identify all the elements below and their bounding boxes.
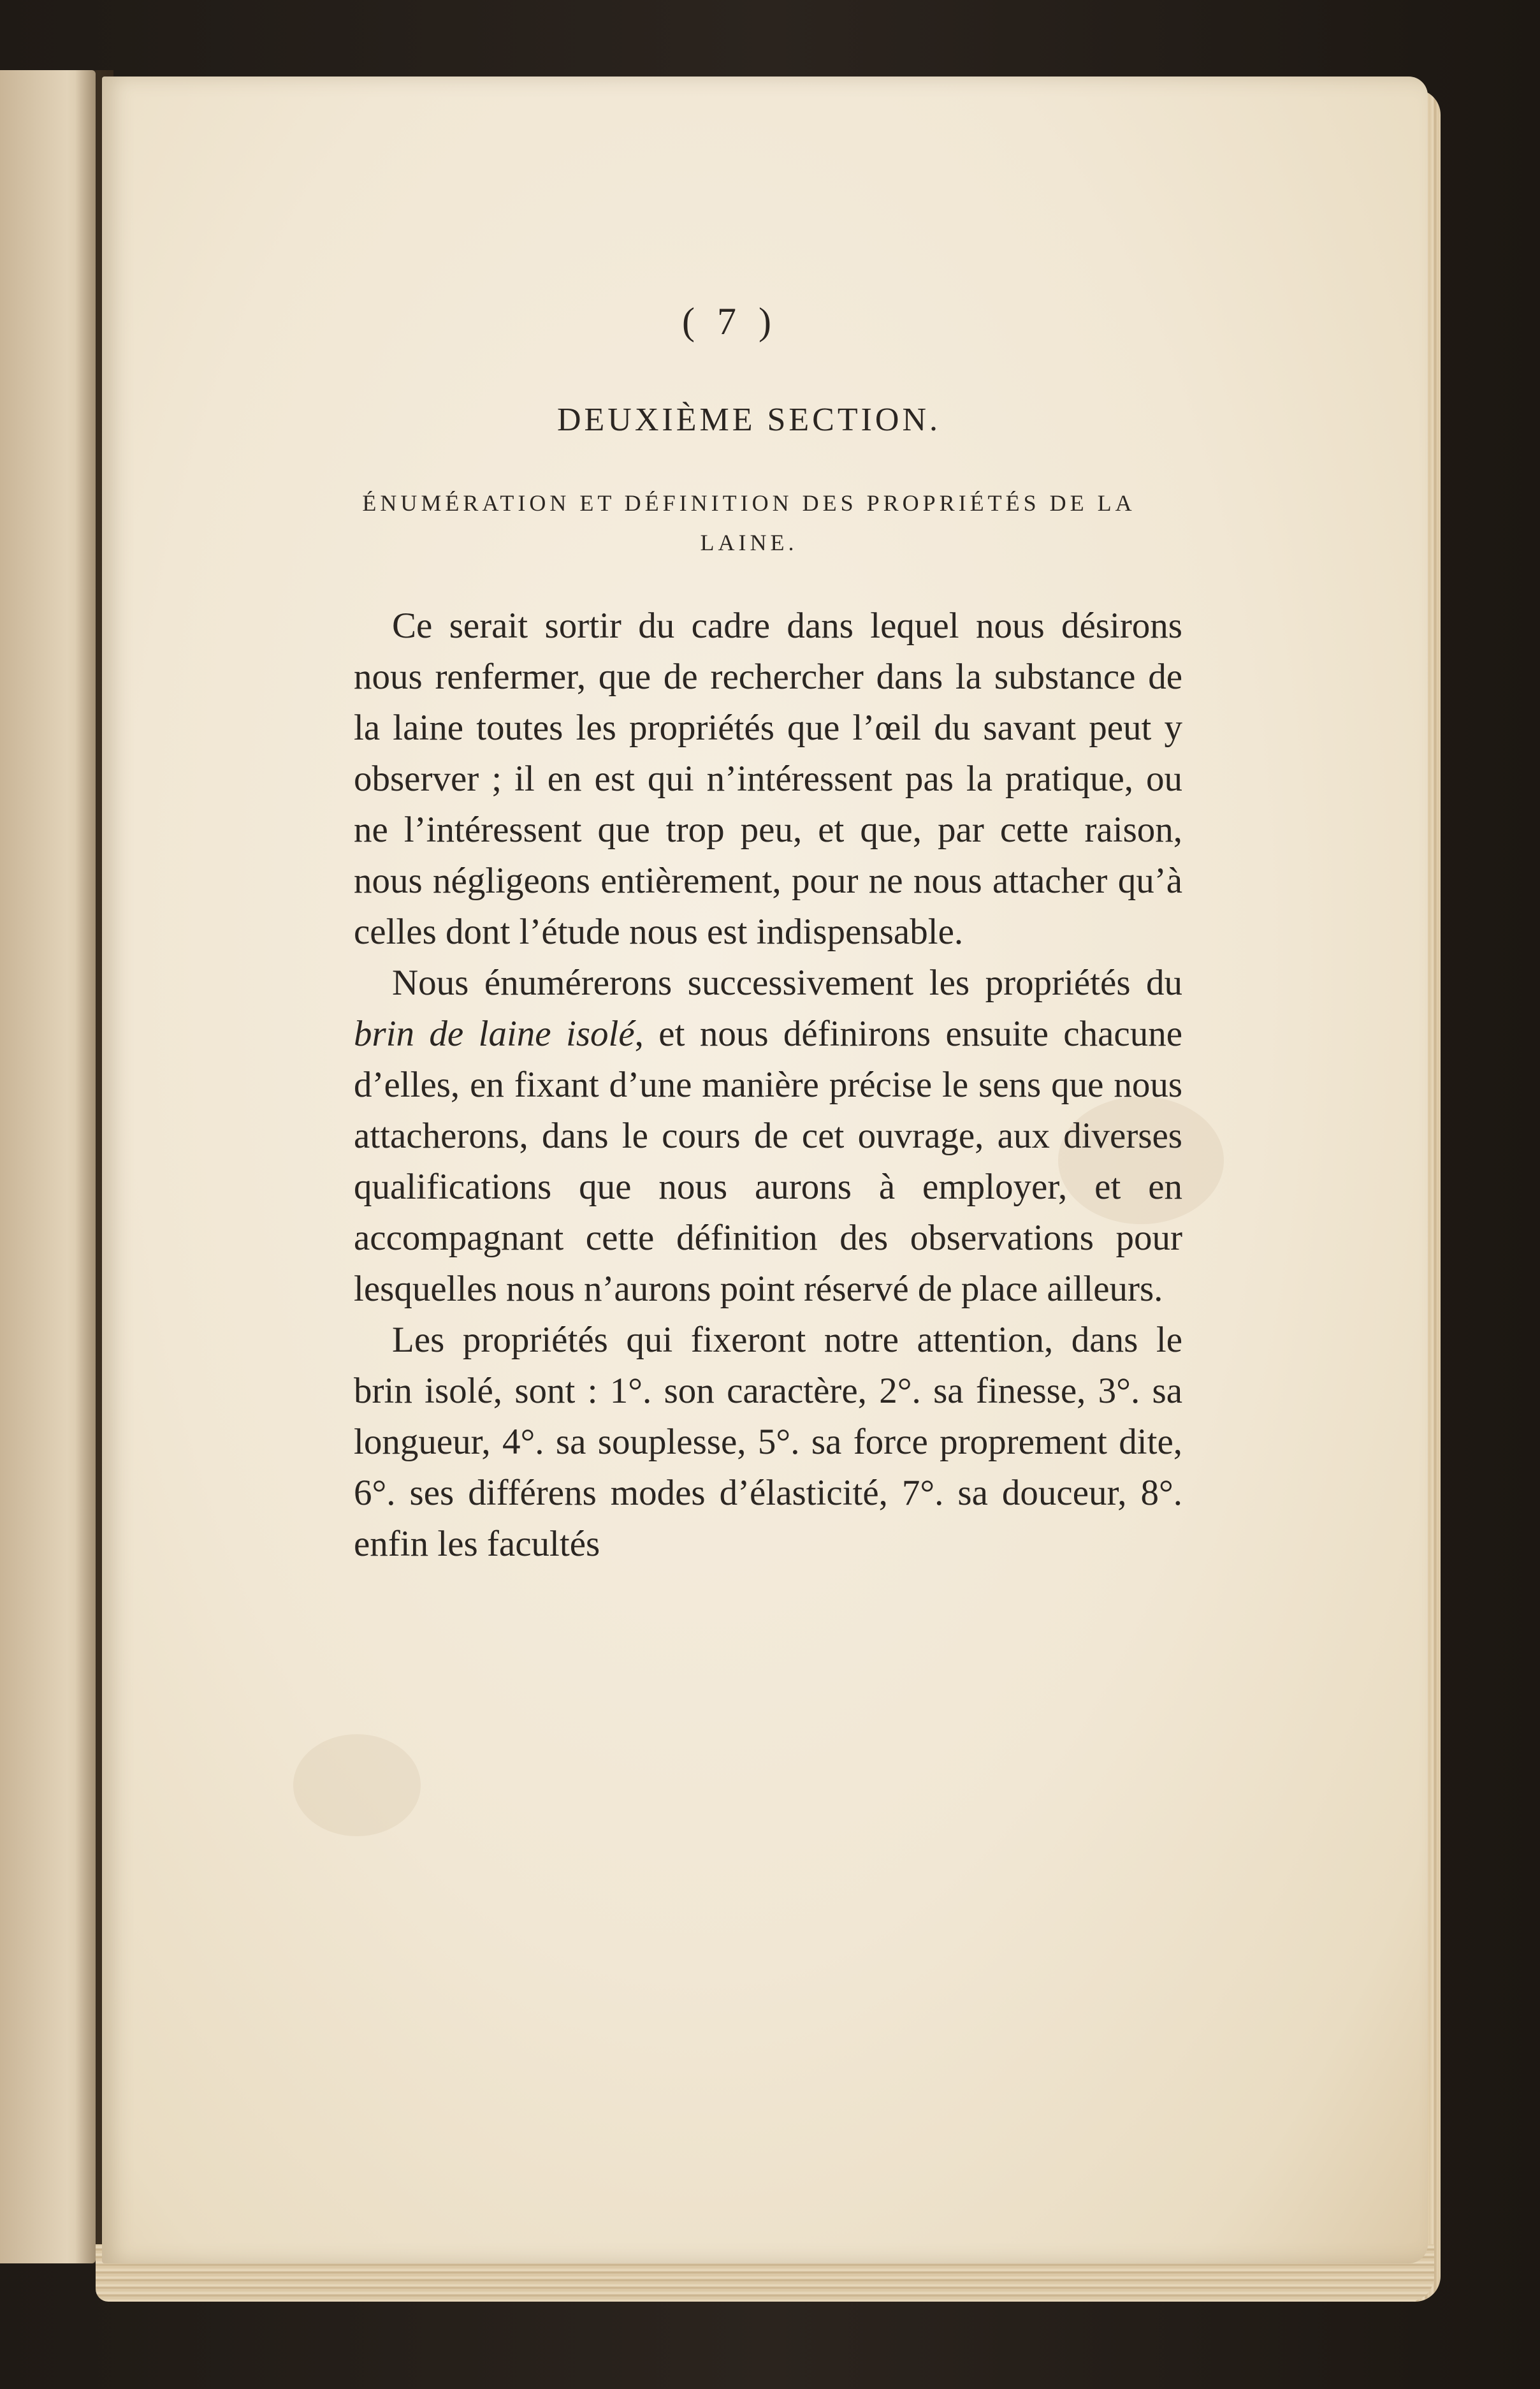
paragraph-2-start: Nous énumérerons successivement les propriétés du [392,963,1182,1003]
paragraph-2-end: , et nous définirons ensuite chacune d’elles, en fixant d’une manière précise le sens que nous attacherons, dans le cours de cet ouvrage, aux diverses qualifications que nous aurons à employer, et en accompagnant cette définition des observations pour lesquelles nous n’aurons point réservé de place ailleurs. [354,1014,1182,1309]
page-text-block [354,300,1182,1570]
paragraph-3: Les propriétés qui fixeront notre attention, dans le brin isolé, sont : 1°. son caractère, 2°. sa finesse, 3°. sa longueur, 4°. sa souplesse, 5°. sa force proprement dite, 6°. ses différens modes d’élasticité, 7°. sa douceur, 8°. enfin les facultés [354,1320,1182,1564]
paragraph-2 [354,958,1182,1315]
section-title: DEUXIÈME SECTION. [556,402,941,438]
paragraph-1: Ce serait sortir du cadre dans lequel nous désirons nous renfermer, que de rechercher dans la substance de la laine toutes les propriétés que l’œil du savant peut y observer ; il en est qui n’intéressent pas la pratique, ou ne l’intéressent que trop peu, et que, par cette raison, nous négligeons entièrement, pour ne nous attacher qu’à celles dont l’étude nous est indispensable. [354,606,1182,952]
section-subtitle: ÉNUMÉRATION ET DÉFINITION DES PROPRIÉTÉS DE LA LAINE. [362,490,1136,555]
paragraph-2-italic: brin de laine isolé [354,1014,635,1054]
paper-stain [293,1734,421,1836]
page-number: ( 7 ) [682,300,778,342]
